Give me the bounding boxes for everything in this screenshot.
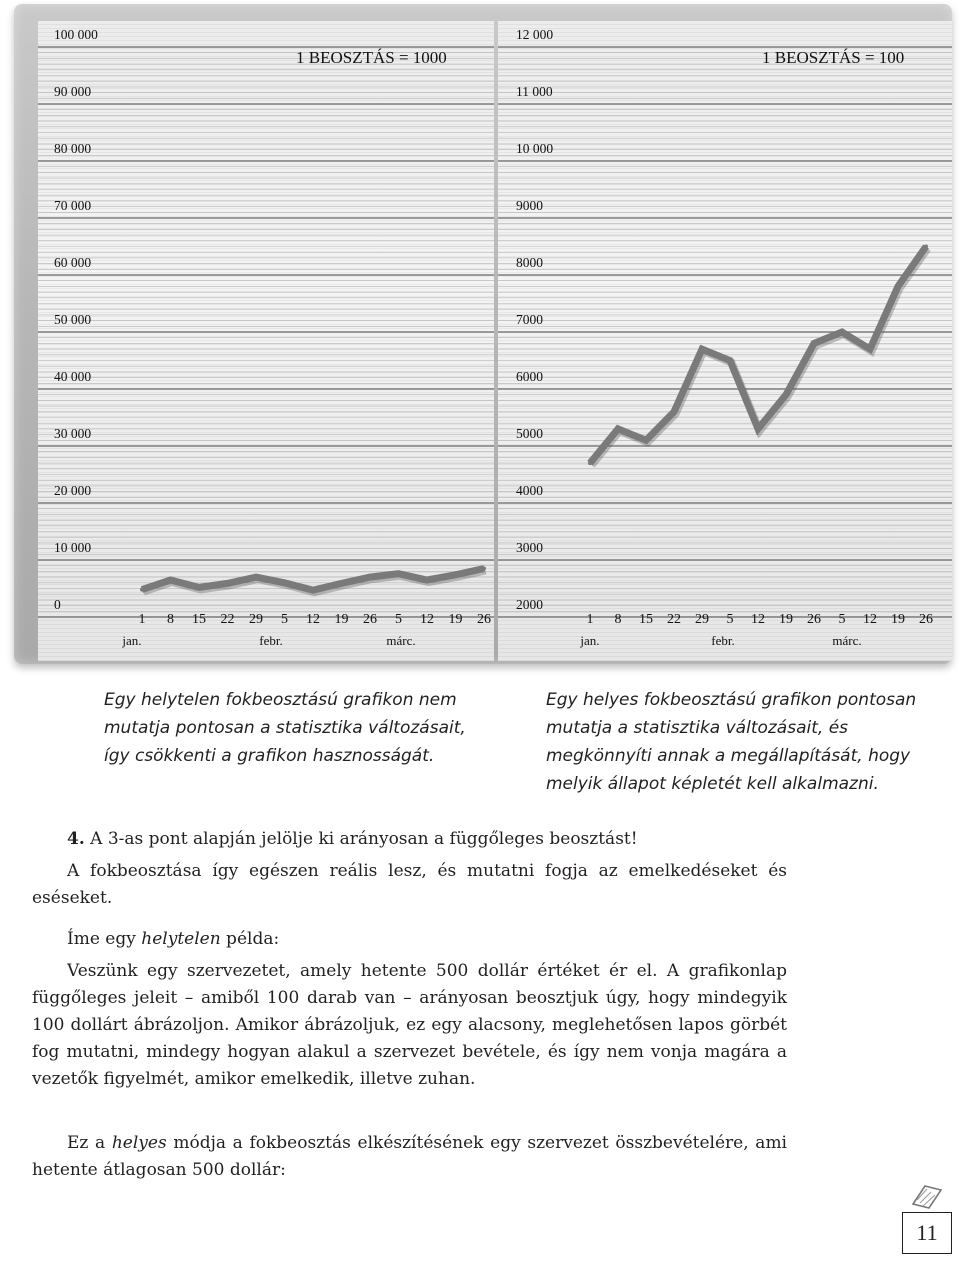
right-chart-data-point [728, 359, 732, 363]
right-chart-y-tick-label: 12 000 [516, 27, 554, 42]
left-chart-x-tick-label: 19 [334, 612, 349, 627]
right-chart-y-tick-label: 5000 [516, 426, 543, 441]
left-chart-x-tick-label: 5 [281, 612, 288, 627]
right-chart-x-tick-label: 19 [891, 612, 905, 627]
left-chart-series-line [142, 569, 484, 591]
chart-correct-scale [498, 21, 952, 661]
right-chart-x-tick-label: 1 [586, 612, 594, 627]
left-chart-month-label: jan. [122, 633, 142, 648]
left-chart-data-point [397, 572, 401, 576]
right-chart-data-point [924, 245, 928, 249]
left-chart-data-point [197, 585, 201, 589]
caption-incorrect-chart: Egy helytelen fokbeosztású grafikon nem mutatja pontosan a statisztika változásait, így csökkenti a grafikon hasznosságát. [104, 690, 466, 766]
right-chart-month-label: márc. [832, 633, 862, 648]
right-chart-x-tick-label: 26 [807, 612, 821, 627]
left-chart-y-tick-label: 100 000 [54, 27, 98, 42]
left-chart-data-point [482, 567, 486, 571]
right-chart-x-tick-label: 15 [639, 612, 653, 627]
left-chart-x-tick-label: 29 [249, 612, 263, 627]
left-chart-x-tick-label: 5 [395, 612, 402, 627]
right-chart-data-point [812, 341, 816, 345]
incorrect-intro-end: példa: [220, 929, 280, 949]
left-chart-x-tick-label: 8 [167, 612, 174, 627]
right-chart-data-point [840, 330, 844, 334]
right-chart-x-tick-label: 26 [919, 612, 933, 627]
left-chart-y-tick-label: 50 000 [54, 312, 92, 327]
right-chart-y-tick-label: 7000 [516, 312, 543, 327]
left-chart-y-tick-label: 70 000 [54, 198, 92, 213]
right-chart-month-label: febr. [711, 633, 735, 648]
chart-incorrect-scale-svg [38, 21, 494, 661]
right-chart-x-tick-label: 5 [838, 612, 846, 627]
chart-incorrect-scale [38, 21, 494, 661]
paragraph-scale-explanation: A fokbeosztása így egészen reális lesz, és mutatni fogja az emelkedéseket és eséseket. [32, 861, 787, 908]
left-chart-y-tick-label: 10 000 [54, 540, 92, 555]
right-chart-x-tick-label: 19 [779, 612, 793, 627]
right-chart-x-tick-label: 8 [614, 612, 622, 627]
incorrect-intro-start: Íme egy [67, 929, 142, 949]
left-chart-data-point [368, 575, 372, 579]
right-chart-y-tick-label: 11 000 [516, 84, 553, 99]
right-chart-x-tick-label: 29 [695, 612, 709, 627]
left-chart-x-tick-label: 15 [192, 612, 206, 627]
left-chart-y-tick-label: 40 000 [54, 369, 92, 384]
right-chart-y-tick-label: 10 000 [516, 141, 554, 156]
right-chart-y-tick-label: 2000 [516, 597, 543, 612]
paragraph-incorrect-example-intro [32, 926, 787, 953]
right-chart-x-tick-label: 12 [863, 612, 877, 627]
right-chart-data-point [784, 393, 788, 397]
left-chart-y-tick-label: 60 000 [54, 255, 92, 270]
correct-emphasis: helyes [111, 1133, 167, 1153]
left-chart-x-tick-label: 19 [448, 612, 463, 627]
left-chart-data-point [425, 578, 429, 582]
step-text: A 3-as pont alapján jelölje ki arányosan a függőleges beosztást! [84, 829, 638, 849]
right-chart-scale-note: 1 BEOSZTÁS = 100 [762, 48, 905, 67]
left-chart-x-tick-label: 1 [138, 612, 146, 627]
left-chart-data-point [140, 588, 144, 592]
left-chart-data-point [311, 588, 315, 592]
left-chart-y-tick-label: 20 000 [54, 483, 92, 498]
left-chart-scale-note: 1 BEOSZTÁS = 1000 [296, 48, 447, 67]
right-chart-y-tick-label: 9000 [516, 198, 543, 213]
right-chart-data-point [616, 427, 620, 431]
step-number: 4. [67, 829, 85, 849]
left-chart-data-point [226, 581, 230, 585]
paragraph-example-organization: Veszünk egy szervezetet, amely hetente 500 dollár értéket ér el. A grafikonlap függőleges jeleit – amiből 100 darab van – arányosan beosztjuk úgy, hogy mindegyik 100 dollárt ábrázoljon. Amikor ábrázoljuk, ez egy alacsony, meglehetősen lapos görbét fog mutatni, mindegy hogyan alakul a szervezet bevétele, és így nem vonja magára a vezetők figyelmét, amikor emelkedik, illetve zuhan. [32, 961, 787, 1089]
correct-intro-end: módja a fokbeosztás elkészítésének egy szervezet összbevételére, ami hetente átlagosan 500 dollár: [32, 1133, 787, 1180]
left-chart-x-tick-label: 26 [363, 612, 377, 627]
incorrect-emphasis: helytelen [141, 929, 221, 949]
left-chart-y-tick-label: 80 000 [54, 141, 92, 156]
paragraph-correct-example-intro [32, 1130, 787, 1184]
right-chart-x-tick-label: 22 [667, 612, 681, 627]
right-chart-y-tick-label: 4000 [516, 483, 543, 498]
right-chart-data-point [700, 347, 704, 351]
right-chart-y-tick-label: 6000 [516, 369, 543, 384]
left-chart-x-tick-label: 12 [306, 612, 320, 627]
right-chart-y-tick-label: 8000 [516, 255, 543, 270]
chart-frame [14, 4, 952, 664]
left-chart-x-tick-label: 12 [420, 612, 434, 627]
left-chart-data-point [340, 581, 344, 585]
chart-correct-scale-svg [498, 21, 952, 661]
step-instruction [32, 826, 787, 853]
right-chart-data-point [588, 461, 592, 465]
left-chart-y-tick-label: 90 000 [54, 84, 92, 99]
right-chart-data-point [868, 347, 872, 351]
right-chart-x-tick-label: 5 [726, 612, 734, 627]
left-chart-data-point [254, 575, 258, 579]
left-chart-y-tick-label: 0 [54, 597, 61, 612]
book-icon [910, 1180, 944, 1210]
right-chart-data-point [644, 438, 648, 442]
left-chart-y-tick-label: 30 000 [54, 426, 92, 441]
left-chart-data-point [454, 573, 458, 577]
right-chart-data-point [672, 410, 676, 414]
right-chart-month-label: jan. [580, 633, 600, 648]
left-chart-month-label: febr. [259, 633, 283, 648]
left-chart-x-tick-label: 22 [220, 612, 235, 627]
left-chart-x-tick-label: 26 [477, 612, 491, 627]
page-number: 11 [902, 1212, 952, 1254]
left-chart-data-point [283, 581, 287, 585]
right-chart-y-tick-label: 3000 [516, 540, 543, 555]
left-chart-data-point [169, 578, 173, 582]
right-chart-x-tick-label: 12 [751, 612, 765, 627]
right-chart-data-point [896, 284, 900, 288]
caption-correct-chart: Egy helyes fokbeosztású grafikon pontosan mutatja a statisztika változásait, és megkönnyíti annak a megállapítását, hogy melyik állapot képletét kell alkalmazni. [546, 690, 917, 794]
correct-intro-start: Ez a [67, 1133, 112, 1153]
left-chart-month-label: márc. [386, 633, 416, 648]
right-chart-data-point [756, 427, 760, 431]
